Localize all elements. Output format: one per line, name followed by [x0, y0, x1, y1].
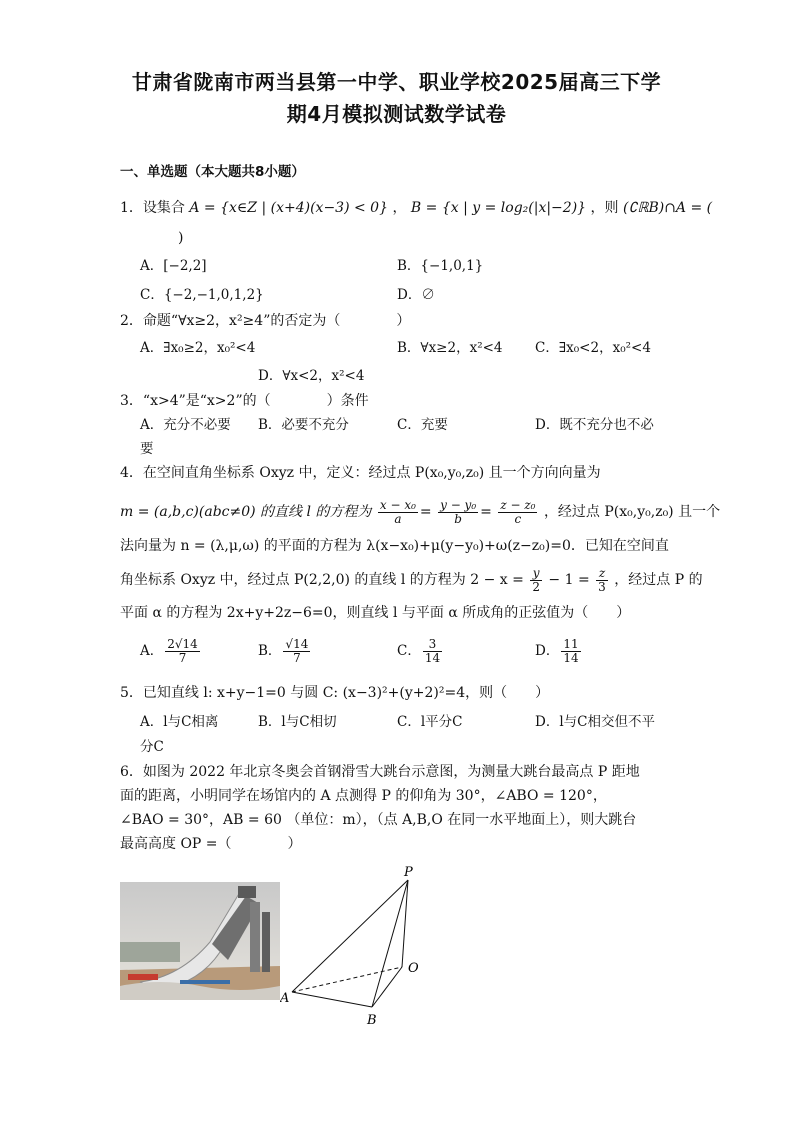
q4-line-2-b: ，经过点 P(x₀,y₀,z₀) 且一个	[543, 504, 721, 520]
q4-fraction-1: $\frac{\text{x − x₀}}{a}$	[379, 497, 416, 526]
geometry-figure	[280, 862, 430, 1032]
label-p: P	[404, 865, 413, 880]
edge-AB	[292, 992, 372, 1007]
title-line-2: 期4月模拟测试数学试卷	[286, 102, 507, 126]
q4-line-4-c: ，经过点 P 的	[614, 572, 703, 588]
q3-option-a[interactable]: A．充分不必要	[140, 417, 231, 433]
edge-PB	[372, 880, 408, 1007]
q4-option-c[interactable]: C． $\frac{3}{14}$	[397, 637, 441, 665]
exam-title	[100, 66, 693, 130]
q4-line-2: m = (a,b,c)(abc≠0) 的直线 l 的方程为 $\frac{\text{x − x₀}}{a}$ = $\frac{\text{y − y₀}}{b}$ = $\frac{\text{z − z₀}}{c}$ ，经过点 P(x₀,y₀,z₀) 且一个	[120, 497, 721, 526]
q4-option-d[interactable]: D． $\frac{11}{14}$	[535, 637, 579, 665]
question-2-stem: 2．命题“∀x≥2，x²≥4”的否定为（ ）	[120, 313, 411, 329]
q2-option-b[interactable]: B．∀x≥2，x²<4	[397, 340, 503, 356]
q4-fraction-2: $\frac{\text{y − y₀}}{b}$	[440, 497, 477, 526]
label-a: A	[280, 991, 290, 1006]
q1-sep: ，	[392, 200, 407, 216]
edge-PO	[402, 880, 408, 967]
q4-line-4	[120, 565, 703, 595]
q2-option-c[interactable]: C．∃x₀<2，x₀²<4	[535, 340, 651, 356]
q6-line-1: 6．如图为 2022 年北京冬奥会首钢滑雪大跳台示意图，为测量大跳台最高点 P 距地	[120, 764, 640, 780]
q3-option-d[interactable]: D．既不充分也不必	[535, 417, 654, 433]
q3-option-c[interactable]: C．充要	[397, 417, 448, 433]
q3-option-b[interactable]: B．必要不充分	[258, 417, 349, 433]
q5-option-d-continued: 分C	[140, 739, 164, 755]
q4-fraction-3: $\frac{\text{z − z₀}}{c}$	[500, 497, 536, 526]
q5-option-a[interactable]: A．l与C相离	[140, 714, 219, 730]
label-o: O	[408, 961, 419, 976]
q4-line-5: 平面 α 的方程为 2x+y+2z−6=0，则直线 l 与平面 α 所成角的正弦值为（ ）	[120, 605, 631, 621]
question-1-stem	[120, 198, 712, 218]
q1-option-b[interactable]: B．{−1,0,1}	[397, 258, 484, 274]
q4-option-b[interactable]: B． $\frac{√14}{7}$	[258, 637, 309, 665]
edge-PA	[292, 880, 408, 992]
q1-set-b: B = {x | y = log₂(|x|−2)}	[410, 200, 587, 216]
section-heading: 一、单选题（本大题共8小题）	[120, 164, 305, 180]
q1-then: ，则	[590, 200, 619, 216]
q4-fraction-5: $\frac{z}{3}$	[598, 565, 606, 594]
q4-option-a[interactable]: A． $\frac{2√14}{7}$	[140, 637, 198, 665]
q1-set-a: A = {x∈Z | (x+4)(x−3) < 0}	[189, 200, 388, 216]
q4-fraction-4: $\frac{y}{2}$	[532, 565, 540, 594]
label-b: B	[367, 1013, 377, 1028]
q2-option-a[interactable]: A．∃x₀≥2，x₀²<4	[140, 340, 256, 356]
q1-prefix: 1．设集合	[120, 200, 185, 216]
q5-option-c[interactable]: C．l平分C	[397, 714, 463, 730]
q6-line-3: ∠BAO = 30°，AB = 60 （单位：m），（点 A,B,O 在同一水平地面上），则大跳台	[120, 812, 637, 828]
question-3-stem: 3．“x>4”是“x>2”的（ ）条件	[120, 393, 369, 409]
question-5-stem: 5．已知直线 l: x+y−1=0 与圆 C: (x−3)²+(y+2)²=4，则（ ）	[120, 685, 550, 701]
q1-option-c[interactable]: C．{−2,−1,0,1,2}	[140, 287, 264, 303]
q4-line-2-a: m = (a,b,c)(abc≠0) 的直线 l 的方程为	[120, 504, 372, 520]
q2-option-d[interactable]: D．∀x<2，x²<4	[258, 368, 365, 384]
q4-line-3: 法向量为 n = (λ,μ,ω) 的平面的方程为 λ(x−x₀)+μ(y−y₀)+ω(z−z₀)=0．已知在空间直	[120, 538, 669, 554]
q1-option-a[interactable]: A．[−2,2]	[140, 258, 207, 274]
q3-option-d-continued: 要	[140, 441, 154, 457]
q4-line-1: 4．在空间直角坐标系 Oxyz 中，定义：经过点 P(x₀,y₀,z₀) 且一个方向向量为	[120, 465, 601, 481]
title-line-1: 甘肃省陇南市两当县第一中学、职业学校2025届高三下学	[131, 70, 662, 94]
q6-line-2: 面的距离，小明同学在场馆内的 A 点测得 P 的仰角为 30°，∠ABO = 120°，	[120, 788, 607, 804]
q1-close-paren: )	[178, 230, 184, 246]
q4-line-4-a: 角坐标系 Oxyz 中，经过点 P(2,2,0) 的直线 l 的方程为 2 − x =	[120, 572, 524, 588]
q5-option-d[interactable]: D．l与C相交但不平	[535, 714, 655, 730]
ski-jump-photo	[120, 882, 280, 1000]
q6-line-4: 最高高度 OP =（ ）	[120, 836, 302, 852]
q4-line-4-b: − 1 =	[548, 572, 590, 588]
q1-expr: (∁ℝB)∩A = (	[622, 200, 713, 216]
q1-option-d[interactable]: D．∅	[397, 287, 435, 303]
q5-option-b[interactable]: B．l与C相切	[258, 714, 337, 730]
